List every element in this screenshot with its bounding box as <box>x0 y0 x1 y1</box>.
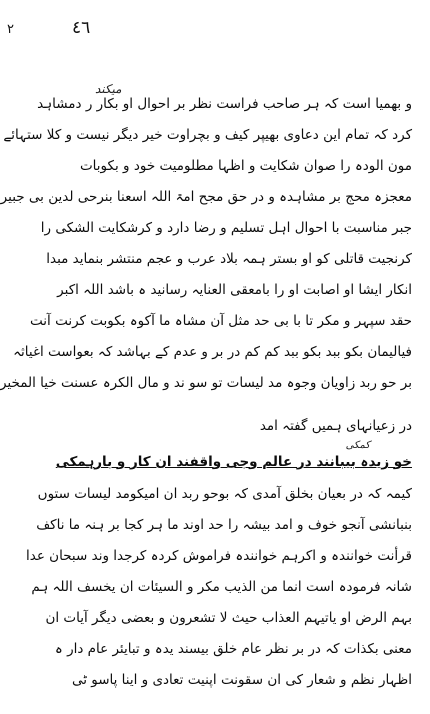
text-line-13: کیمہ کہ در بعیان بخلق آمدی کہ بوحو ربد ان امیکومد لیسات ستوں <box>37 486 412 502</box>
text-line-2: کرد کہ تمام این دعاوی بھیپر کیف و بچراوت خیر دیگر نیست و کلا ستہائے <box>3 127 412 143</box>
text-line-7: انکار ایشا او اصابت او را بامعقی العنایہ رسانید ہ باشد اللہ اکبر <box>57 282 412 298</box>
text-line-3: مون الودہ را صوان شکایت و اظہا مطلومیت خود و بکوبات <box>79 158 412 174</box>
text-line-5: جبر مناسبت با احوال اہل تسلیم و رضا دارد و کرشکایت الشکی را <box>40 220 412 236</box>
text-line-10: بر حو ربد زاویان وجوہ مد لیسات تو سو ند و مال الکرہ عسنت خیا المخیر <box>0 375 412 391</box>
text-line-1: و بهمیا است کہ ہر صاحب فراست نظر بر احوال او بکار ر دمشاہد <box>37 96 412 112</box>
marginal-note-heading: کمکی <box>345 440 370 451</box>
text-line-4: معجزہ محج بر مشاہدہ و در حق مجح امۃ اللہ اسعنا بنرحی لدین بی جبیر <box>0 189 412 205</box>
text-line-15: قرأنت خوانندہ و اکرہم خوانندہ فراموش کردہ کرجدا وند سبحان عدا <box>26 548 412 564</box>
text-line-12: خو زیدہ بیبانند در عالم وجی واقفند ان کار و بارہمکی <box>55 454 412 470</box>
text-line-6: کرنجیت قاتلی کو او بستر ہمہ بلاد عرب و عجم منتشر بنماید مبدا <box>46 251 412 267</box>
text-line-17: بہم الرض او یاتیہم العذاب حیث لا تشعرون و بعضی دیگر آیات ان <box>45 610 412 626</box>
text-line-11: در زعیانہای ہمیں گفتہ امد <box>259 418 412 434</box>
text-line-8: حقد سپہر و مکر تا با بی حد مثل آن مشاہ ما آکوہ بکوبت کرنت آنت <box>30 313 412 329</box>
text-line-9: فیالیمان بکو ببد بکو ببد کم کم در بر و عدم کے بہاشد کہ بعواست اغیاثہ <box>13 344 412 360</box>
text-line-14: بنبانشی آنجو خوف و امد بیشہ را حد اوند ما ہر کجا بر ہنہ ما ناکف <box>36 517 412 533</box>
text-line-19: اظہار نظم و شعار کی ان سقونت اپنیت تعادی و اینا پاسو ٹی <box>71 672 412 688</box>
text-line-18: معنی بکذات کہ در بر نظر عام خلق بیسند یدہ و تبایئر عام دار ہ <box>54 641 412 657</box>
margin-mark: ٢ <box>7 22 14 37</box>
text-line-16: شانہ فرمودہ است انما من الذیب مکر و السیئات ان یخسف اللہ ہم <box>31 579 412 595</box>
marginal-note-top: میکند <box>95 82 122 96</box>
page-number: ٤٦ <box>72 18 91 38</box>
